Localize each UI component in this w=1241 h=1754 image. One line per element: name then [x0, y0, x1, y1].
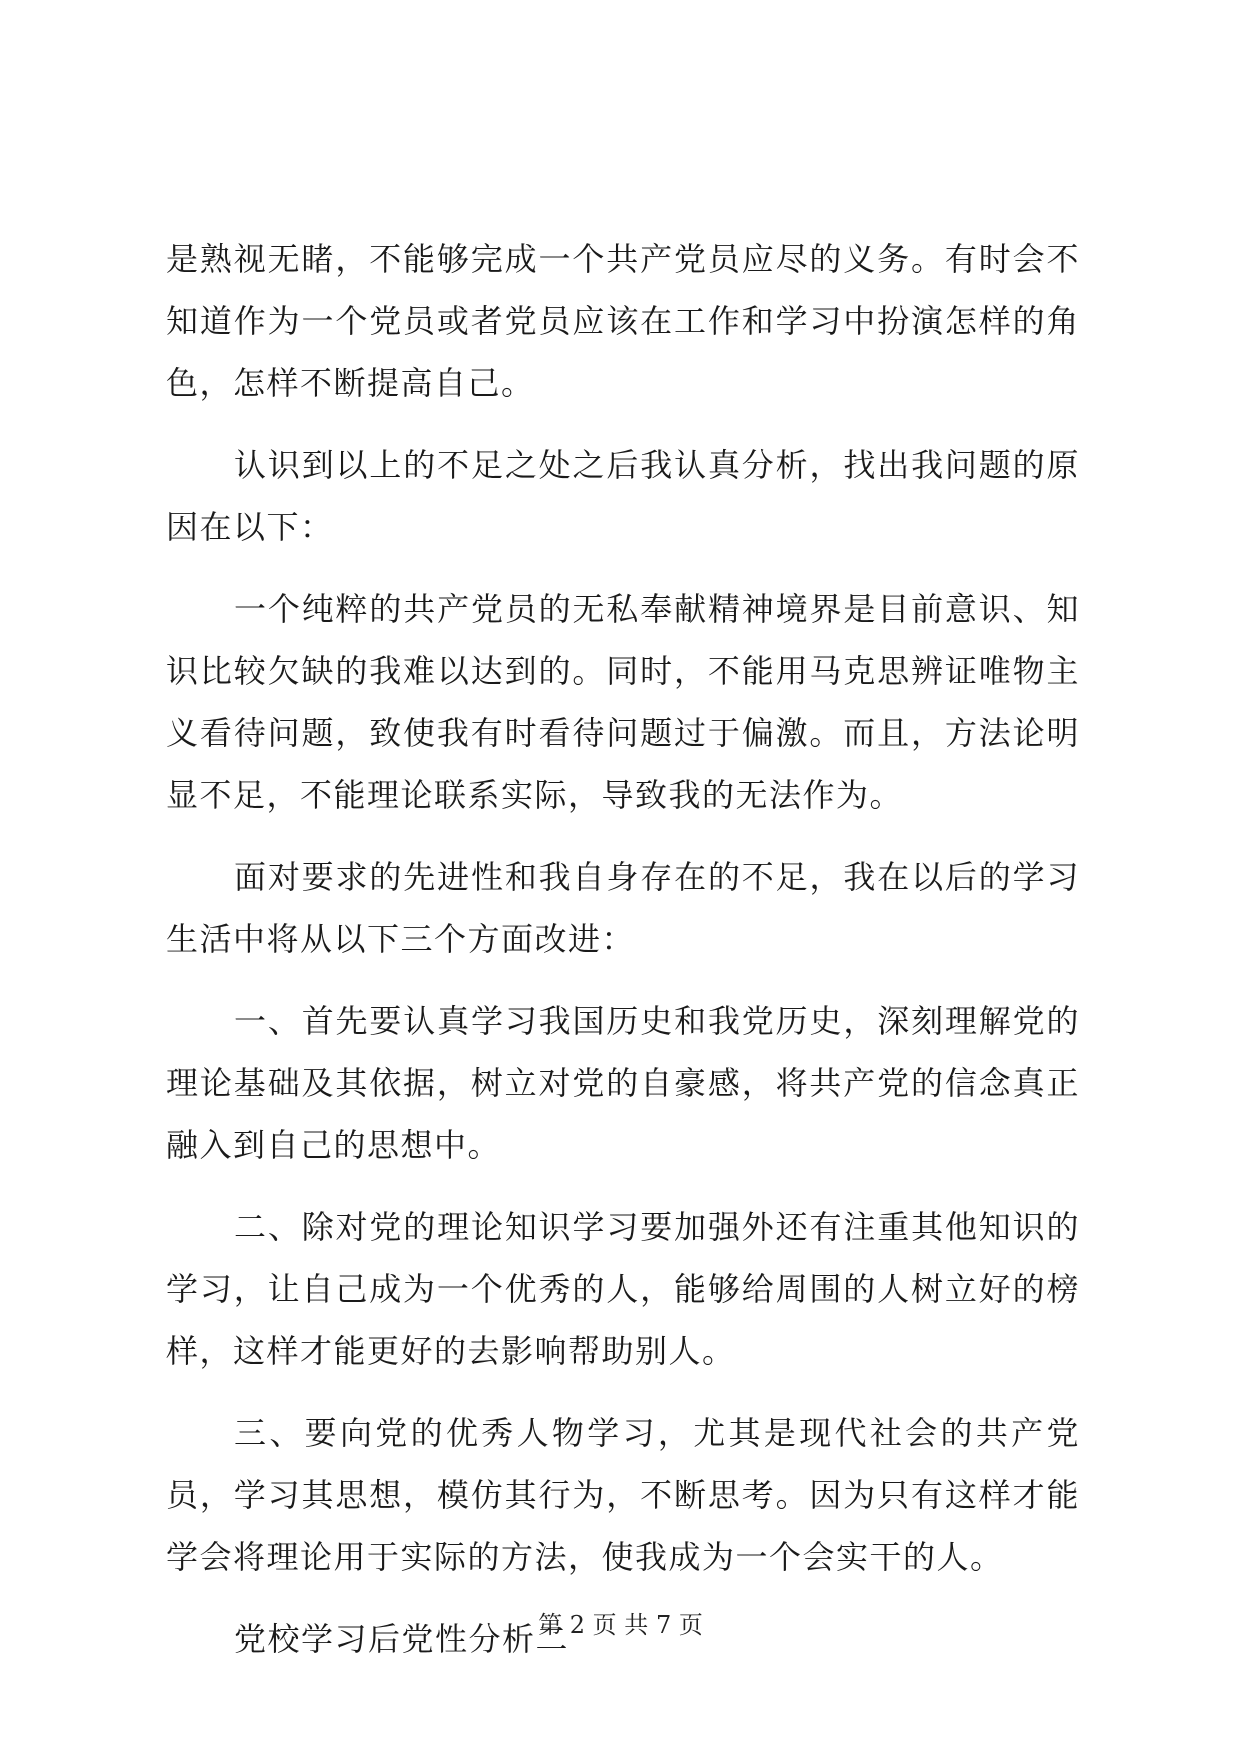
paragraph-gap [166, 1382, 1080, 1402]
paragraph: 认识到以上的不足之处之后我认真分析，找出我问题的原因在以下： [166, 446, 1080, 546]
paragraph-gap [166, 1588, 1080, 1608]
paragraph-gap [166, 414, 1080, 434]
section-heading: 党校学习后党性分析二 [234, 1620, 570, 1658]
paragraph-gap [166, 1176, 1080, 1196]
paragraph-gap [166, 970, 1080, 990]
paragraph-gap [166, 558, 1080, 578]
paragraph: 面对要求的先进性和我自身存在的不足，我在以后的学习生活中将从以下三个方面改进： [166, 858, 1080, 958]
page-number-footer: 第 2 页 共 7 页 [538, 1611, 703, 1639]
paragraph: 一、首先要认真学习我国历史和我党历史，深刻理解党的理论基础及其依据，树立对党的自豪感，将共产党的信念真正融入到自己的思想中。 [166, 1002, 1080, 1164]
paragraph: 三、要向党的优秀人物学习，尤其是现代社会的共产党员，学习其思想，模仿其行为，不断思考。因为只有这样才能学会将理论用于实际的方法，使我成为一个会实干的人。 [166, 1414, 1080, 1576]
paragraph: 二、除对党的理论知识学习要加强外还有注重其他知识的学习，让自己成为一个优秀的人，能够给周围的人树立好的榜样，这样才能更好的去影响帮助别人。 [166, 1208, 1080, 1370]
paragraph: 是熟视无睹，不能够完成一个共产党员应尽的义务。有时会不知道作为一个党员或者党员应该在工作和学习中扮演怎样的角色，怎样不断提高自己。 [166, 240, 1080, 402]
paragraph: 一个纯粹的共产党员的无私奉献精神境界是目前意识、知识比较欠缺的我难以达到的。同时，不能用马克思辨证唯物主义看待问题，致使我有时看待问题过于偏激。而且，方法论明显不足，不能理论联系实际，导致我的无法作为。 [166, 590, 1080, 814]
document-body [166, 228, 1080, 1670]
paragraph-gap [166, 826, 1080, 846]
